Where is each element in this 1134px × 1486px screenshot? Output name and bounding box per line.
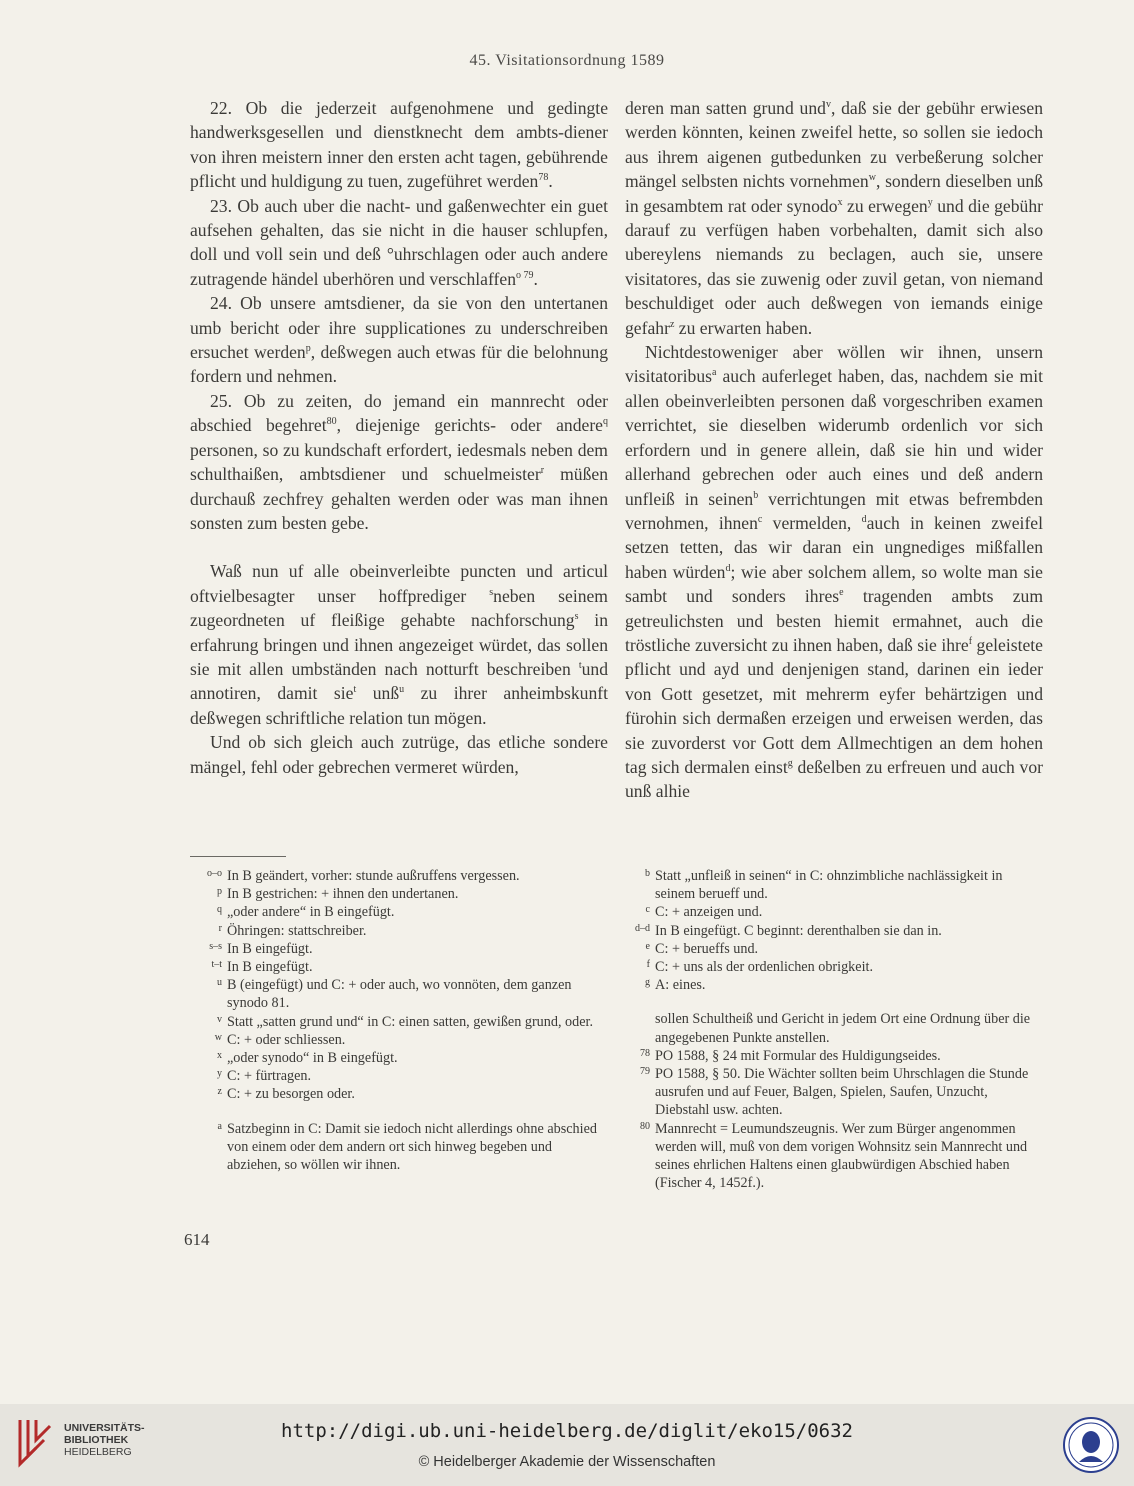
footnote-text: C: + uns als der ordenlichen obrigkeit. [655,959,874,976]
footnote [618,940,1038,958]
footnote-ref: x [837,196,843,208]
footnote-text: In B geändert, vorher: stunde außruffens vergessen. [227,868,520,884]
footnote-mark: g [645,977,650,989]
footnote [190,922,602,940]
copyright-notice: © Heidelberger Akademie der Wissenschaften [418,1454,716,1470]
paragraph [190,96,608,194]
footnote-mark: 78 [640,1047,650,1059]
footnote [190,976,602,1012]
footnote-ref: g [787,758,793,770]
paragraph-text: unß [356,683,400,704]
footnote-ref: p [305,343,311,355]
footnote-text: In B gestrichen: + ihnen den undertanen. [227,886,459,903]
footnote [190,1013,602,1031]
left-column [190,96,608,779]
footnote-mark: 80 [640,1120,650,1132]
footnote-ref: u [399,684,405,696]
footnote-mark: u [217,977,222,989]
footnote-text: In B eingefügt. [227,959,313,976]
footnotes-left [190,867,602,1174]
footnote-text: sollen Schultheiß und Gericht in jedem Ort eine Ordnung über die angegebenen Punkte anstellen. [655,1011,1031,1046]
footnote-ref: d [861,514,867,526]
paragraph-text: personen, so zu kundschaft erfordert, iedesmals neben dem schulthaißen, ambtsdiener und schuelmeister [190,439,608,485]
footnote-mark: v [217,1013,222,1025]
paragraph-text: deren man satten grund und [625,98,826,118]
footnote-text: B (eingefügt) und C: + oder auch, wo vonnöten, dem ganzen synodo 81. [227,977,572,1012]
footnote-mark: b [645,868,650,879]
footnote-text: In B eingefügt. C beginnt: derenthalben sie dan in. [655,922,942,939]
paragraph [625,340,1043,804]
logo-line-1: UNIVERSITÄTS- [64,1422,145,1434]
footnote-mark: r [218,922,222,934]
footnote [618,1065,1038,1120]
paragraph-text: zu ihrer anheimbskunft deßwegen schriftliche relation tun mögen. [190,683,608,728]
footnote [190,1049,602,1067]
footnote-text: „oder andere“ in B eingefügt. [227,904,395,921]
footnote-text: C: + zu besorgen oder. [227,1086,355,1103]
footnote-mark: e [645,940,650,952]
footnote-text: Statt „satten grund und“ in C: einen satten, gewißen grund, oder. [227,1013,594,1030]
paragraph-text: . [533,268,538,289]
footnote-mark: c [645,904,650,916]
footnote [618,976,1038,994]
footnote-mark: f [646,959,650,971]
footnote-ref: f [968,636,973,648]
footnote [190,903,602,921]
footnote-ref: o 79 [516,269,534,281]
footnote [618,922,1038,940]
footnote-mark [618,1010,655,1046]
footnote-ref: d [725,562,731,574]
paragraph-text: auch in keinen zweifel setzen tetten, das wir daran ein ungnediges mißfallen haben würden [625,512,1043,582]
footnote [190,1120,602,1175]
paragraph-text: müßen durchauß zechfrey gehalten werden oder was man ihnen sonsten zum besten gebe. [190,464,608,533]
academy-seal-icon [1062,1416,1120,1474]
footnote-mark: q [217,904,222,916]
paragraph-text: deßelben zu erfreuen und auch vor unß alhie [625,756,1043,802]
footnote-mark: x [217,1050,222,1062]
permalink-url[interactable]: http://digi.ub.uni-heidelberg.de/diglit/eko15/0632 [281,1420,853,1442]
footnote-mark: d–d [635,922,650,934]
right-column [625,96,1043,804]
footnote-ref: s [489,586,494,598]
footnote-mark: a [217,1120,222,1132]
footnote [190,1085,602,1103]
footnote-ref: b [753,489,759,501]
footnote [190,1067,602,1085]
footnote-ref: z [669,318,675,330]
footnote-text: Statt „unfleiß in seinen“ in C: ohnzimbliche nachlässigkeit in seinem berueff und. [655,868,1003,903]
paragraph-text: 23. Ob auch uber die nacht- und gaßenwechter ein guet aufsehen gehalten, das sie nicht in die hauser schlupfen, doll und voll sein und deß °uhrschlagen oder auch andere zutragende händel uberhören und verschlaffen [190,195,608,289]
footnote-mark: t–t [211,959,222,971]
footnote [190,958,602,976]
paragraph-text: 25. Ob zu zeiten, do jemand ein mannrecht oder abschied begehret [190,390,608,436]
footnote-mark: 79 [640,1066,650,1078]
footnote-text: A: eines. [655,977,706,994]
paragraph-text: und annotiren, damit sie [190,658,608,704]
footnote-spacer [190,1104,602,1120]
paragraph [190,291,608,389]
paragraph-text: , deßwegen auch etwas für die belohnung fordern und nehmen. [190,342,608,387]
footnote [618,1047,1038,1065]
paragraph-text: Waß nun uf alle obeinverleibte puncten und articul oftvielbesagter unser hoffprediger [190,561,608,606]
paragraph-text: 24. Ob unsere amtsdiener, da sie von den untertanen umb bericht oder ihre supplicationes zu underschreiben ersuchet werden [190,293,608,363]
logo-line-2: BIBLIOTHEK [64,1434,129,1446]
footnote [618,958,1038,976]
running-header: 45. Visitationsordnung 1589 [469,52,665,69]
paragraph-text: . [548,171,553,192]
paragraph-text: zu erwegen [842,195,928,216]
footnote-spacer [618,994,1038,1010]
paragraph-text: auch auferleget haben, das, nachdem sie mit allen obeinverleibten personen daß vorgeschriben examen verrichtet, sie dieselben widerumb ordenlich vor sich erfordern und in genere allein, daß sie hin und wider allerhand gebrechen oder auch eines und deß andern unfleiß in seinen [625,366,1043,509]
footnote [618,1120,1038,1193]
paragraph-text: tragenden ambts zum getreulichsten und besten hiemit ermahnet, auch die tröstliche zuversicht zu ihnen haben, daß sie ihre [625,586,1043,655]
footnote-ref: t [353,684,357,696]
paragraph [190,389,608,535]
paragraph-text: in erfahrung bringen und ihnen angezeiget würdet, das sollen sie mit allen umbständen nach notturft beschreiben [190,610,608,679]
paragraph-text: Nichtdestoweniger aber wöllen wir ihnen, unsern visitatoribus [625,342,1043,387]
logo-line-3: HEIDELBERG [64,1446,132,1458]
footnote-mark: y [217,1068,222,1080]
footnote-ref: t [578,660,582,672]
footnote [618,867,1038,903]
footnote-ref: w [868,172,876,184]
paragraph-text: vermelden, [762,512,862,533]
viewer-footer [0,1404,1134,1486]
footnote-mark: p [217,886,222,898]
footnote [190,867,602,885]
footnote [618,1010,1038,1046]
footnote-ref: e [839,587,844,599]
paragraph [190,559,608,730]
footnote-text: PO 1588, § 50. Die Wächter sollten beim Uhrschlagen die Stunde ausrufen und auf Feuer, Balgen, Spielen, Saufen, Unzucht, Diebstahl usw. achten. [655,1066,1029,1119]
footnote [618,903,1038,921]
footnote-mark: w [214,1031,222,1043]
paragraph-text: neben seinem zugeordneten uf fleißige gehabte nachforschung [190,585,608,631]
footnote [190,885,602,903]
footnotes-right [618,867,1038,1192]
paragraph [190,730,608,779]
footnote-ref: c [757,514,763,526]
footnote [190,1031,602,1049]
footnote-ref: s [574,611,579,623]
paragraph-text: , diejenige gerichts- oder andere [336,415,603,436]
page-number: 614 [184,1230,210,1249]
footnote-mark: z [217,1086,222,1098]
paragraph-text: zu erwarten haben. [674,317,813,338]
footnote-text: Öhringen: stattschreiber. [227,922,367,939]
footnote [190,940,602,958]
footnote-mark: o–o [207,868,222,879]
paragraph [190,194,608,292]
footnote-text: C: + anzeigen und. [655,904,763,921]
footnote-ref: v [825,99,831,111]
footnote-text: Satzbeginn in C: Damit sie iedoch nicht allerdings ohne abschied von einem oder dem andern ort sich hinweg begeben und abziehen, so wöllen wir ihnen. [227,1120,597,1174]
footnote-text: „oder synodo“ in B eingefügt. [227,1050,398,1067]
footnote-ref: a [712,367,717,379]
paragraph-text: geleistete pflicht und ayd und denjenigen stand, darinen ein ieder von Gott gesetzet, mit mehrerm eyfer behärtzigen und fürohin sich dermaßen erzeigen und erweisen werden, das sie zuvorderst vor Gott dem Allmechtigen an dem hohen tag sich dermalen einst [625,634,1043,777]
paragraph-text: 22. Ob die jederzeit aufgenohmene und gedingte handwerksgesellen und dienstknecht dem ambts-diener von ihren meistern inner den ersten acht tagen, gebührende pflicht und huldigung zu tuen, zugeführet werden [190,98,608,192]
paragraph-text: Und ob sich gleich auch zutrüge, das etliche sondere mängel, fehl oder gebrechen vermeret würden, [190,732,608,777]
footnote-ref: 80 [326,416,337,428]
paragraph-text: , daß sie der gebühr erwiesen werden könnten, keinen zweifel hette, so sollen sie iedoch aus ihrem aigenen gutbedunken zu verbeßerung solcher mängel selbsten nichts vornehmen [625,98,1043,192]
footnote-text: In B eingefügt. [227,940,313,957]
footnote-ref: 78 [538,172,549,184]
footnote-mark: s–s [209,940,222,952]
footnote-text: PO 1588, § 24 mit Formular des Huldigungseides. [655,1047,941,1064]
paragraph-text: verrichtungen mit etwas befrembden vernohmen, ihnen [625,488,1043,533]
footnote-ref: q [603,416,608,428]
footnote-ref: r [540,465,545,477]
footnote-text: C: + fürtragen. [227,1068,312,1085]
paragraph-text: , sondern dieselben unß in gesambtem rat oder synodo [625,171,1043,216]
paragraph-text: ; wie aber solchem allem, so wolte man sie sambt und sonders ihres [625,561,1043,607]
footnote-text: C: + oder schliessen. [227,1031,346,1048]
footnote-ref: y [927,196,933,208]
footnote-text: Mannrecht = Leumundszeugnis. Wer zum Bürger angenommen werden will, muß von dem vorigen Wohnsitz sein Mannrecht und seines ehrlichen Haltens einen glaubwürdigen Abschied haben (Fischer 4, 1452f.). [655,1120,1028,1192]
footnote-divider [190,856,286,857]
footnote-text: C: + berueffs und. [655,940,759,957]
paragraph [625,96,1043,340]
paragraph-text: und die gebühr darauf zu verfügen haben vorbehalten, damit sich also ubereylens niemands zu beclagen, auch sie, unsere visitatores, das sie zuwenig oder zuvil getan, von niemand beschuldiget oder auch deßwegen von iemands einige gefahr [625,195,1043,338]
